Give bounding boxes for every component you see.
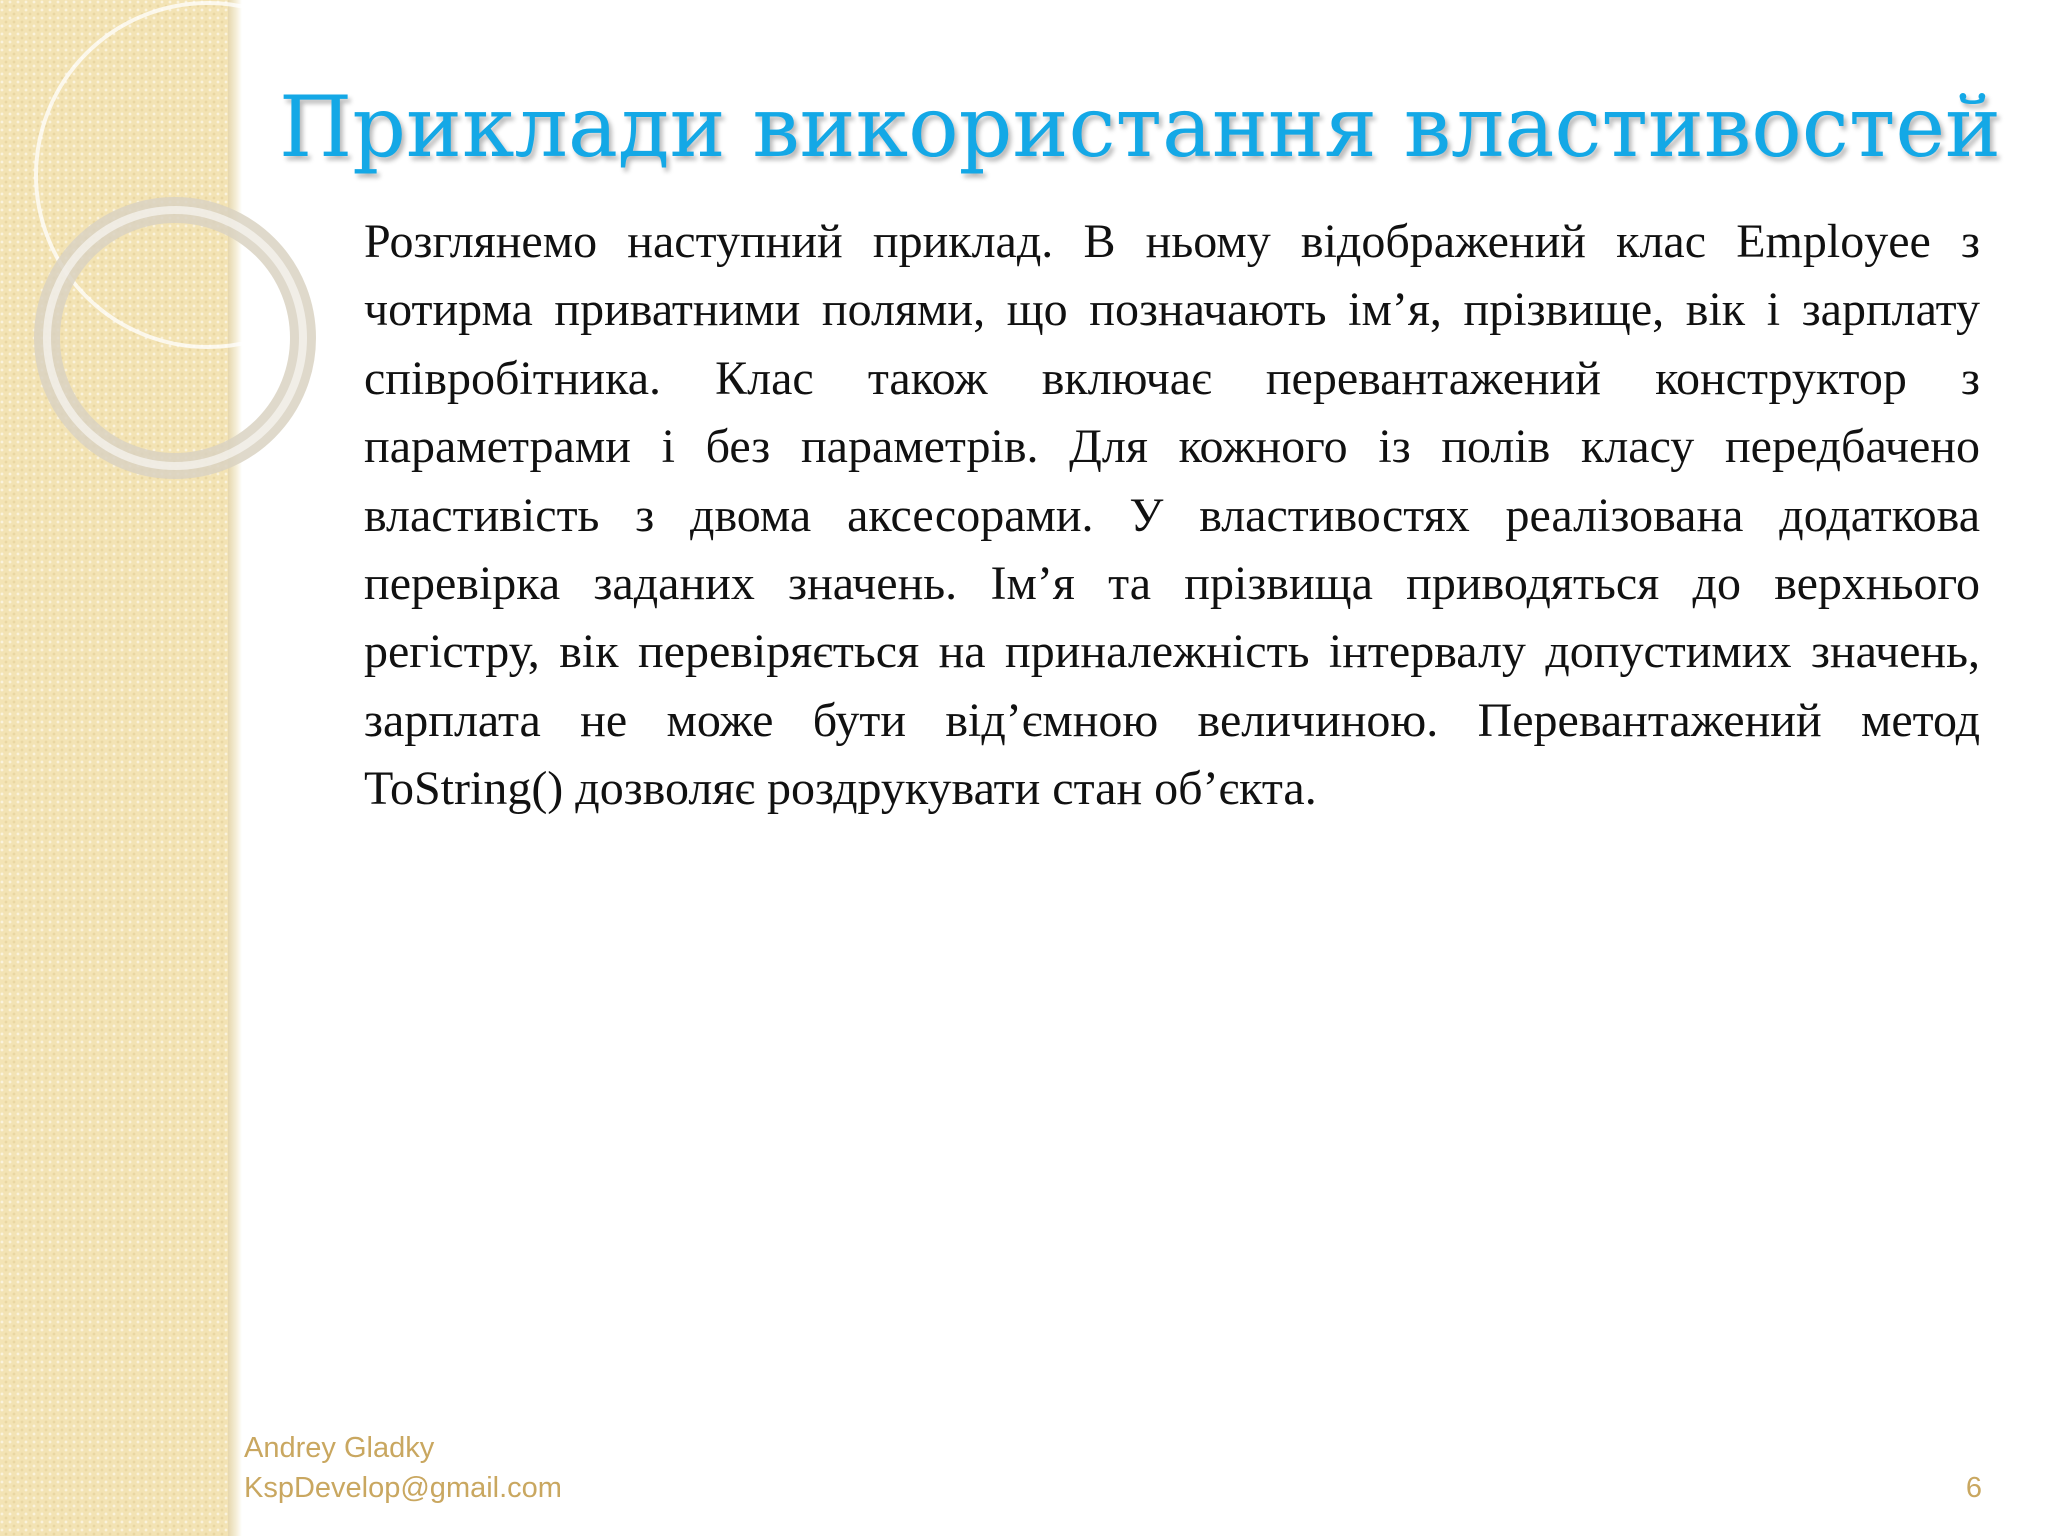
slide-title: Приклади використання властивостей — [278, 78, 2002, 176]
slide-body-text: Розглянемо наступний приклад. В ньому відображений клас Employee з чотирма приватними полями, що позначають ім’я, прізвище, вік і зарплату співробітника. Клас також включає перевантажений конструктор з параметрами і без параметрів. Для кожного із полів класу передбачено властивість з двома аксесорами. У властивостях реалізована додаткова перевірка заданих значень. Ім’я та прізвища приводяться до верхнього регістру, вік перевіряється на приналежність інтервалу допустимих значень, зарплата не може бути від’ємною величиною. Перевантажений метод ToString() дозволяє роздрукувати стан об’єкта. — [364, 215, 1980, 816]
footer-author: Andrey Gladky — [244, 1432, 435, 1464]
page-number: 6 — [1965, 1472, 1982, 1504]
footer-email: KspDevelop@gmail.com — [244, 1472, 562, 1504]
